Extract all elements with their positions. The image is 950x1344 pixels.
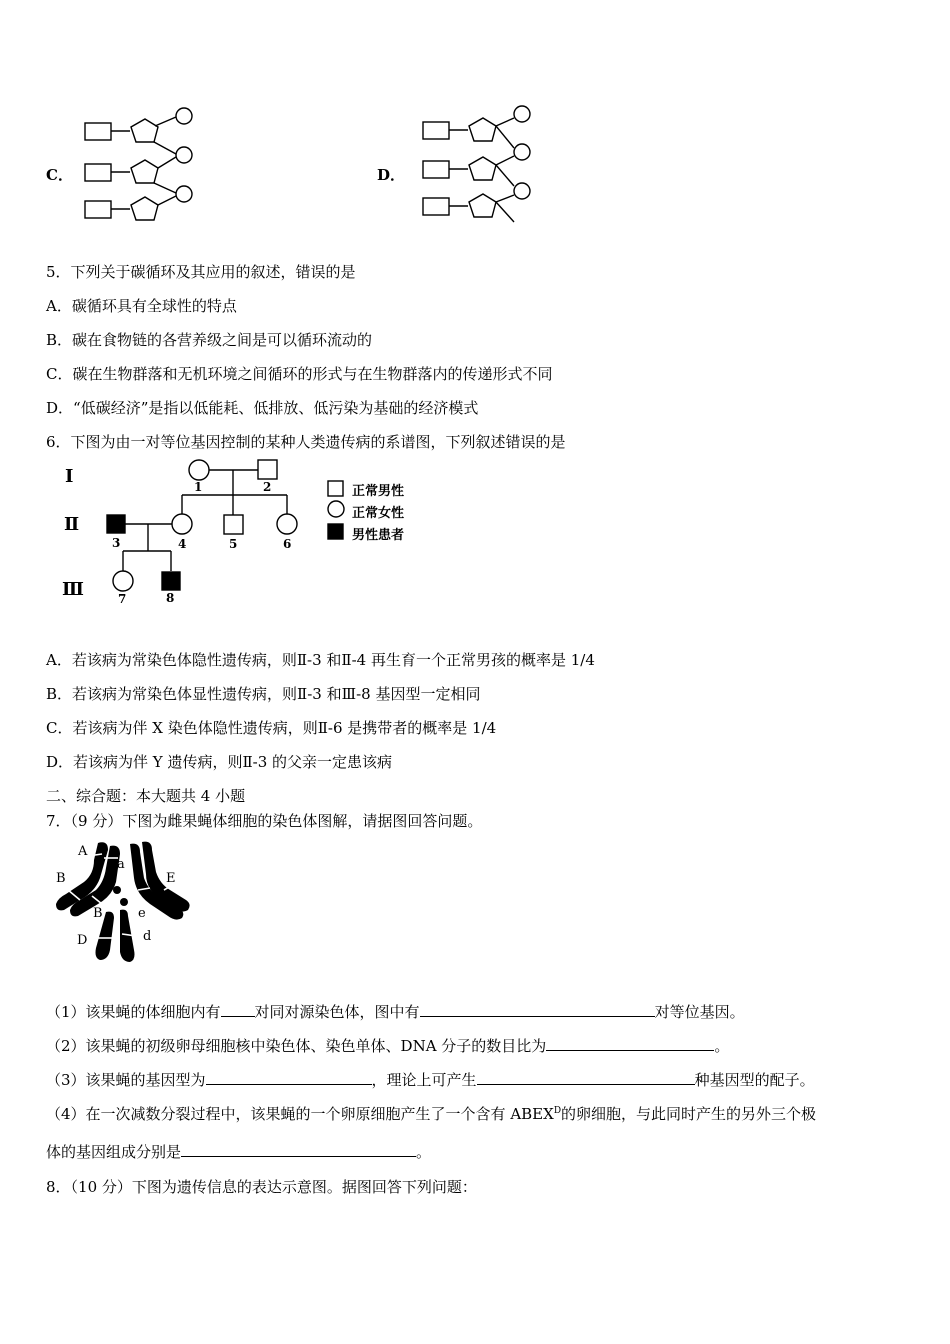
q7-part-1 bbox=[46, 1001, 745, 1022]
option-c-label: C． bbox=[46, 166, 73, 184]
pedigree-gen-2: Ⅱ bbox=[64, 514, 80, 535]
q7-p1-text-c: 对等位基因。 bbox=[654, 1003, 745, 1021]
q7-p2-text-a: （2）该果蝇的初级卵母细胞核中染色体、染色单体、DNA 分子的数目比为 bbox=[46, 1037, 547, 1055]
q7-p2-blank[interactable] bbox=[546, 1036, 714, 1051]
q5-option-d: D．“低碳经济”是指以低能耗、低排放、低污染为基础的经济模式 bbox=[46, 399, 479, 417]
gene-label-D: D bbox=[77, 933, 88, 948]
q7-stem: 7．（9 分）下图为雌果蝇体细胞的染色体图解，请据图回答问题。 bbox=[46, 812, 483, 830]
legend-normal-male: 正常男性 bbox=[352, 484, 405, 499]
q5-option-b: B．碳在食物链的各营养级之间是可以循环流动的 bbox=[46, 331, 373, 349]
gene-label-B: B bbox=[56, 871, 66, 886]
legend-affected-male: 男性患者 bbox=[352, 528, 405, 543]
q5-option-c: C．碳在生物群落和无机环境之间循环的形式与在生物群落内的传递形式不同 bbox=[46, 365, 553, 383]
option-c-diagram bbox=[80, 105, 200, 230]
q7-p4-text-c: 体的基因组成分别是 bbox=[46, 1143, 182, 1161]
q7-p4-blank[interactable] bbox=[181, 1142, 416, 1157]
q7-p1-text-a: （1）该果蝇的体细胞内有 bbox=[46, 1003, 221, 1021]
gene-label-e: e bbox=[138, 906, 146, 921]
q7-p3-text-a: （3）该果蝇的基因型为 bbox=[46, 1071, 206, 1089]
option-d-label: D． bbox=[377, 166, 406, 184]
q6-option-a: A．若该病为常染色体隐性遗传病，则Ⅱ-3 和Ⅱ-4 再生育一个正常男孩的概率是 1/4 bbox=[46, 651, 595, 669]
q7-p3-text-c: 种基因型的配子。 bbox=[694, 1071, 815, 1089]
q5-stem: 5．下列关于碳循环及其应用的叙述，错误的是 bbox=[46, 263, 356, 281]
pedigree-num-6: 6 bbox=[283, 537, 292, 551]
section-2-title: 二、综合题：本大题共 4 小题 bbox=[46, 787, 246, 805]
pedigree-num-2: 2 bbox=[263, 480, 272, 494]
pedigree-num-3: 3 bbox=[112, 536, 121, 550]
q8-stem: 8．（10 分）下图为遗传信息的表达示意图。据图回答下列问题： bbox=[46, 1178, 477, 1196]
q7-p4-text-a: （4）在一次减数分裂过程中，该果蝇的一个卵原细胞产生了一个含有 ABEX bbox=[46, 1105, 554, 1123]
q7-p4-text-d: 。 bbox=[416, 1143, 432, 1161]
q7-part-2 bbox=[46, 1035, 729, 1056]
pedigree-num-5: 5 bbox=[229, 537, 238, 551]
q7-p4-superscript: D bbox=[553, 1106, 562, 1116]
q6-stem: 6．下图为由一对等位基因控制的某种人类遗传病的系谱图，下列叙述错误的是 bbox=[46, 433, 566, 451]
pedigree-num-7: 7 bbox=[118, 592, 127, 606]
pedigree-gen-1: Ⅰ bbox=[65, 466, 74, 487]
q7-p3-blank-2[interactable] bbox=[477, 1070, 695, 1085]
pedigree-num-1: 1 bbox=[194, 480, 203, 494]
q7-p2-text-b: 。 bbox=[714, 1037, 730, 1055]
q7-part-3 bbox=[46, 1069, 815, 1090]
q7-p4-text-b: 的卵细胞，与此同时产生的另外三个极 bbox=[561, 1105, 817, 1123]
gene-label-B2: B bbox=[93, 906, 103, 921]
gene-label-E: E bbox=[166, 871, 176, 886]
q7-part-4-line-1 bbox=[46, 1103, 816, 1124]
q7-p3-text-b: ，理论上可产生 bbox=[371, 1071, 477, 1089]
q7-p1-blank-2[interactable] bbox=[420, 1002, 655, 1017]
q6-option-d: D．若该病为伴 Y 遗传病，则Ⅱ-3 的父亲一定患该病 bbox=[46, 753, 393, 771]
legend-normal-female: 正常女性 bbox=[352, 506, 405, 521]
q5-option-a: A．碳循环具有全球性的特点 bbox=[46, 297, 237, 315]
q7-p3-blank-1[interactable] bbox=[206, 1070, 372, 1085]
q7-part-4-line-2 bbox=[46, 1141, 431, 1162]
pedigree-num-8: 8 bbox=[166, 591, 175, 605]
q7-p1-blank-1[interactable] bbox=[221, 1002, 255, 1017]
q6-option-c: C．若该病为伴 X 染色体隐性遗传病，则Ⅱ-6 是携带者的概率是 1/4 bbox=[46, 719, 497, 737]
option-d-diagram bbox=[418, 100, 543, 230]
pedigree-gen-3: Ⅲ bbox=[62, 579, 84, 600]
q6-option-b: B．若该病为常染色体显性遗传病，则Ⅱ-3 和Ⅲ-8 基因型一定相同 bbox=[46, 685, 481, 703]
q7-p1-text-b: 对同对源染色体，图中有 bbox=[254, 1003, 420, 1021]
gene-label-a: a bbox=[117, 857, 125, 872]
gene-label-d: d bbox=[143, 929, 152, 944]
pedigree-num-4: 4 bbox=[178, 537, 187, 551]
gene-label-A: A bbox=[78, 844, 88, 859]
